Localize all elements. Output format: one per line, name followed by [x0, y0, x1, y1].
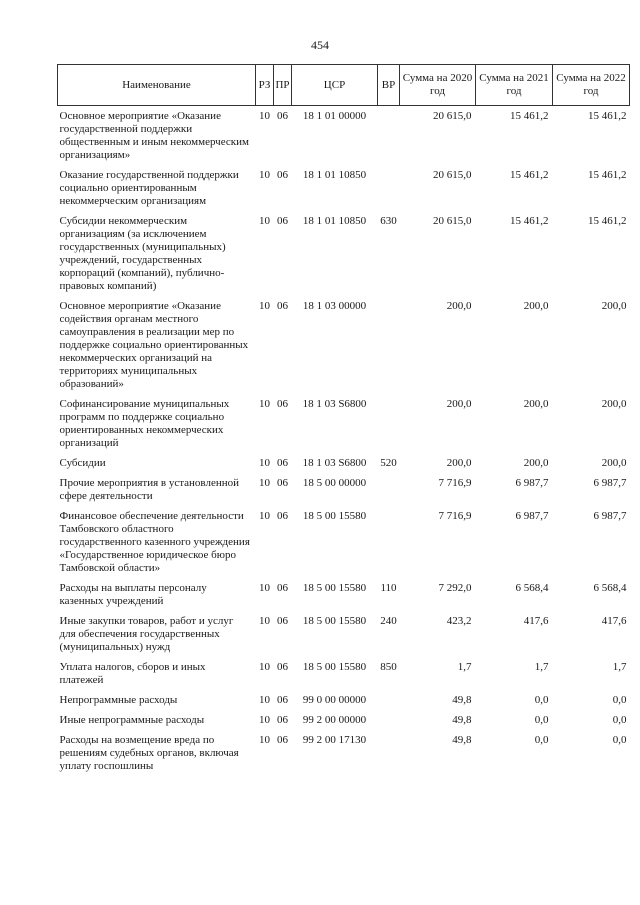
- cell-name: Расходы на выплаты персоналу казенных учреждений: [59, 582, 207, 607]
- table-row: [58, 613, 630, 659]
- cell-sum-2021: 200,0: [523, 300, 549, 312]
- cell-sum-2020: 20 615,0: [433, 215, 472, 227]
- cell-name: Иные закупки товаров, работ и услуг для обеспечения государственных (муниципальных) нужд: [59, 615, 234, 653]
- cell-rz: 10: [259, 398, 270, 410]
- cell-sum-2022: 15 461,2: [588, 215, 627, 227]
- cell-vr: [378, 508, 400, 580]
- cell-pr: 06: [277, 300, 288, 312]
- table-row: [58, 712, 630, 732]
- cell-sum-2022: 200,0: [601, 300, 627, 312]
- cell-sum-2020: 49,8: [452, 734, 472, 746]
- cell-vr: 110: [380, 582, 397, 594]
- cell-sum-2021: 0,0: [534, 734, 549, 746]
- cell-sum-2020: 200,0: [446, 457, 472, 469]
- cell-csr: 99 0 00 00000: [302, 694, 367, 706]
- cell-pr: 06: [277, 582, 288, 594]
- table-row: [58, 659, 630, 692]
- cell-csr: 18 5 00 00000: [302, 477, 367, 489]
- cell-pr: 06: [277, 477, 288, 489]
- cell-name: Софинансирование муниципальных программ по поддержке социально ориентированных некоммерческих организаций: [59, 398, 230, 449]
- cell-rz: 10: [259, 110, 270, 122]
- cell-sum-2020: 1,7: [457, 661, 472, 673]
- cell-sum-2021: 1,7: [534, 661, 549, 673]
- cell-name: Оказание государственной поддержки социально ориентированным некоммерческим организациям: [59, 169, 239, 207]
- cell-rz: 10: [259, 300, 270, 312]
- cell-sum-2020: 423,2: [446, 615, 472, 627]
- table-row: [58, 396, 630, 455]
- cell-name: Субсидии: [59, 457, 106, 469]
- cell-csr: 18 1 03 00000: [302, 300, 367, 312]
- cell-name: Прочие мероприятия в установленной сфере деятельности: [59, 477, 240, 502]
- cell-sum-2021: 6 568,4: [515, 582, 549, 594]
- cell-pr: 06: [277, 661, 288, 673]
- cell-sum-2022: 15 461,2: [588, 169, 627, 181]
- cell-sum-2021: 6 987,7: [515, 510, 549, 522]
- cell-pr: 06: [277, 169, 288, 181]
- cell-csr: 18 1 03 S6800: [302, 398, 367, 410]
- cell-sum-2021: 15 461,2: [510, 110, 549, 122]
- cell-rz: 10: [259, 169, 270, 181]
- header-csr: ЦСР: [292, 65, 378, 106]
- cell-pr: 06: [277, 615, 288, 627]
- cell-name: Уплата налогов, сборов и иных платежей: [59, 661, 206, 686]
- cell-rz: 10: [259, 734, 270, 746]
- header-sum-2020: Сумма на 2020 год: [400, 65, 476, 106]
- cell-rz: 10: [259, 477, 270, 489]
- cell-rz: 10: [259, 615, 270, 627]
- cell-vr: 850: [380, 661, 397, 673]
- cell-csr: 18 5 00 15580: [302, 510, 367, 522]
- cell-csr: 18 1 03 S6800: [302, 457, 367, 469]
- cell-pr: 06: [277, 398, 288, 410]
- cell-rz: 10: [259, 215, 270, 227]
- cell-sum-2022: 417,6: [601, 615, 627, 627]
- cell-sum-2022: 6 568,4: [593, 582, 627, 594]
- cell-sum-2021: 15 461,2: [510, 169, 549, 181]
- cell-vr: [378, 692, 400, 712]
- cell-vr: 520: [380, 457, 397, 469]
- cell-sum-2020: 7 716,9: [438, 510, 472, 522]
- cell-vr: [378, 475, 400, 508]
- cell-csr: 18 5 00 15580: [302, 661, 367, 673]
- cell-name: Расходы на возмещение вреда по решениям судебных органов, включая уплату госпошлины: [59, 734, 239, 772]
- cell-sum-2022: 15 461,2: [588, 110, 627, 122]
- cell-rz: 10: [259, 457, 270, 469]
- cell-sum-2020: 200,0: [446, 300, 472, 312]
- cell-vr: [378, 712, 400, 732]
- cell-sum-2021: 15 461,2: [510, 215, 549, 227]
- header-sum-2021: Сумма на 2021 год: [476, 65, 553, 106]
- cell-name: Непрограммные расходы: [59, 694, 178, 706]
- cell-rz: 10: [259, 510, 270, 522]
- cell-vr: [378, 298, 400, 396]
- table-header: [58, 65, 630, 106]
- header-pr: ПР: [274, 65, 292, 106]
- table-row: [58, 580, 630, 613]
- table-row: [58, 692, 630, 712]
- cell-csr: 18 1 01 10850: [302, 169, 367, 181]
- cell-sum-2022: 200,0: [601, 398, 627, 410]
- cell-name: Основное мероприятие «Оказание содействия органам местного самоуправления в реализации мер по поддержке социально ориентированных некоммерческих организаций на территориях муниципальных образований»: [59, 300, 249, 390]
- cell-sum-2022: 0,0: [612, 714, 627, 726]
- cell-rz: 10: [259, 582, 270, 594]
- cell-sum-2022: 0,0: [612, 694, 627, 706]
- table-row: [58, 167, 630, 213]
- cell-pr: 06: [277, 457, 288, 469]
- cell-sum-2020: 49,8: [452, 714, 472, 726]
- budget-table: [57, 64, 630, 778]
- cell-vr: [378, 396, 400, 455]
- cell-csr: 99 2 00 17130: [302, 734, 367, 746]
- cell-sum-2021: 200,0: [523, 457, 549, 469]
- cell-name: Основное мероприятие «Оказание государственной поддержки общественным и иным некоммерческим организациям»: [59, 110, 249, 161]
- cell-vr: 630: [380, 215, 397, 227]
- cell-sum-2020: 200,0: [446, 398, 472, 410]
- cell-sum-2020: 49,8: [452, 694, 472, 706]
- table-body: [58, 106, 630, 779]
- cell-csr: 18 5 00 15580: [302, 615, 367, 627]
- cell-pr: 06: [277, 110, 288, 122]
- cell-vr: [378, 167, 400, 213]
- cell-sum-2022: 1,7: [612, 661, 627, 673]
- cell-rz: 10: [259, 661, 270, 673]
- cell-pr: 06: [277, 510, 288, 522]
- cell-pr: 06: [277, 734, 288, 746]
- cell-name: Иные непрограммные расходы: [59, 714, 205, 726]
- cell-pr: 06: [277, 714, 288, 726]
- cell-pr: 06: [277, 694, 288, 706]
- table-row: [58, 455, 630, 475]
- header-vr: ВР: [378, 65, 400, 106]
- page-number: 454: [311, 38, 329, 52]
- cell-sum-2020: 7 716,9: [438, 477, 472, 489]
- cell-rz: 10: [259, 714, 270, 726]
- cell-sum-2021: 200,0: [523, 398, 549, 410]
- cell-csr: 18 1 01 10850: [302, 215, 367, 227]
- cell-csr: 18 5 00 15580: [302, 582, 367, 594]
- table-row: [58, 213, 630, 298]
- cell-sum-2021: 6 987,7: [515, 477, 549, 489]
- table-row: [58, 732, 630, 778]
- cell-name: Субсидии некоммерческим организациям (за исключением государственных (муниципальных) учреждений, государственных корпораций (компаний), публично-правовых компаний): [59, 215, 226, 292]
- cell-sum-2022: 200,0: [601, 457, 627, 469]
- cell-vr: 240: [380, 615, 397, 627]
- cell-sum-2020: 20 615,0: [433, 110, 472, 122]
- cell-sum-2020: 20 615,0: [433, 169, 472, 181]
- header-rz: РЗ: [256, 65, 274, 106]
- cell-sum-2022: 6 987,7: [593, 477, 627, 489]
- header-sum-2022: Сумма на 2022 год: [553, 65, 630, 106]
- cell-csr: 18 1 01 00000: [302, 110, 367, 122]
- cell-vr: [378, 732, 400, 778]
- table-row: [58, 106, 630, 168]
- cell-sum-2020: 7 292,0: [438, 582, 472, 594]
- cell-rz: 10: [259, 694, 270, 706]
- cell-sum-2021: 0,0: [534, 694, 549, 706]
- cell-sum-2022: 6 987,7: [593, 510, 627, 522]
- cell-name: Финансовое обеспечение деятельности Тамбовского областного государственного казенного учреждения «Государственное юридическое бюро Тамбовской области»: [59, 510, 250, 574]
- table-row: [58, 475, 630, 508]
- cell-pr: 06: [277, 215, 288, 227]
- table-row: [58, 508, 630, 580]
- table-row: [58, 298, 630, 396]
- cell-vr: [378, 106, 400, 168]
- cell-csr: 99 2 00 00000: [302, 714, 367, 726]
- cell-sum-2022: 0,0: [612, 734, 627, 746]
- cell-sum-2021: 0,0: [534, 714, 549, 726]
- cell-sum-2021: 417,6: [523, 615, 549, 627]
- header-name: Наименование: [58, 65, 256, 106]
